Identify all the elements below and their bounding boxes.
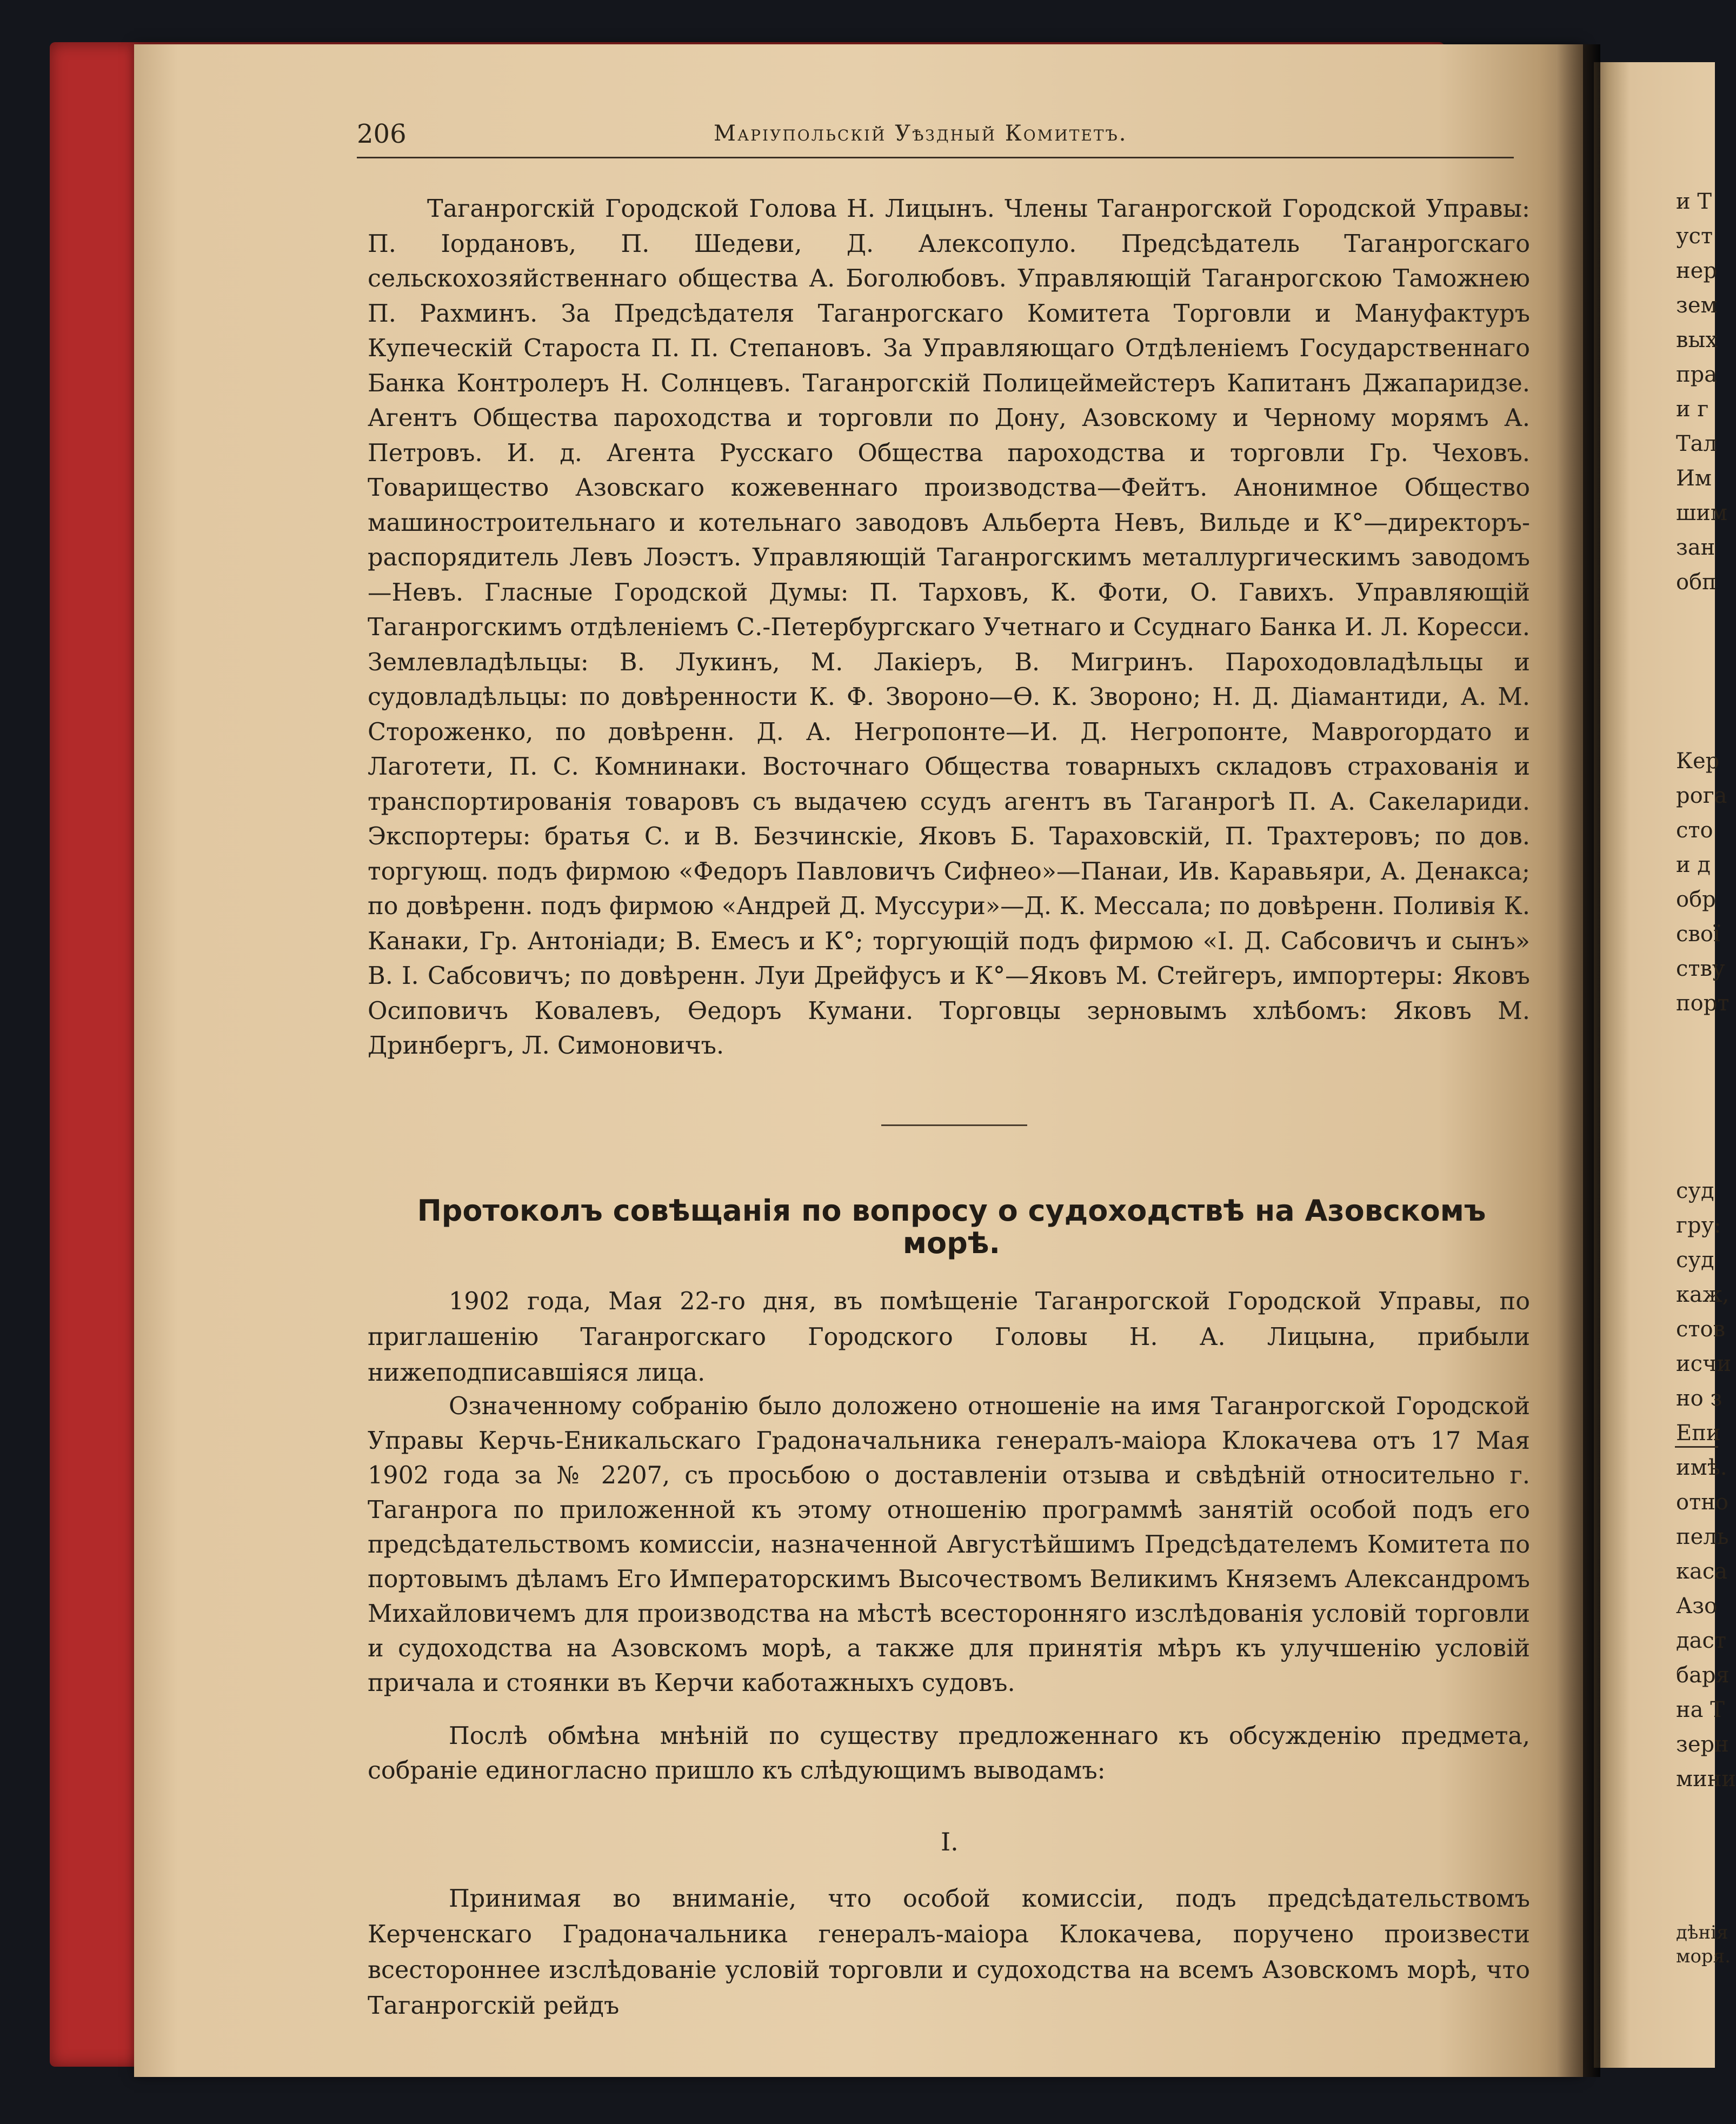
right-page-line-fragment: суд	[1676, 1178, 1714, 1203]
right-page-line-fragment: мини	[1676, 1767, 1736, 1792]
right-page-line-fragment: Тал	[1676, 431, 1717, 456]
right-page-line-fragment: Епи	[1676, 1421, 1721, 1446]
right-page-line-fragment: ству	[1676, 956, 1725, 981]
right-page-line-fragment: Им	[1676, 466, 1712, 491]
page-header	[357, 108, 1514, 158]
right-page-line-fragment: на Т	[1676, 1697, 1725, 1722]
right-page-line-fragment: даст	[1676, 1628, 1727, 1653]
right-page-line-fragment: исчи	[1676, 1351, 1732, 1376]
right-page-line-fragment: порт	[1676, 991, 1730, 1016]
right-page-rule	[1675, 1446, 1718, 1448]
paragraph-section-one: Принимая во вниманіе, что особой комиссіи, подъ предсѣдательствомъ Керченскаго Градоначальника генералъ-маіора Клокачева, поручено произвести всестороннее изслѣдованіе условій торговли и судоходства на всемъ Азовскомъ морѣ, что Таганрогскій рейдъ	[368, 1885, 1530, 2020]
right-page-line-fragment: стов	[1676, 1317, 1726, 1342]
page-number: 206	[357, 119, 407, 149]
right-page-line-fragment: Кер	[1676, 749, 1720, 774]
right-page-line-fragment: зем	[1676, 293, 1718, 318]
right-page-line-fragment: имѣ.	[1676, 1455, 1727, 1480]
right-page-line-fragment: пель	[1676, 1524, 1729, 1549]
section-number: I.	[941, 1827, 959, 1856]
paragraph-meeting-date: 1902 года, Мая 22-го дня, въ помѣщеніе Таганрогской Городской Управы, по приглашенію Таганрогскаго Городского Головы Н. А. Лицына, прибыли нижеподписавшіяся лица.	[368, 1288, 1530, 1387]
right-page-line-fragment: каса	[1676, 1559, 1728, 1584]
right-page-line-fragment: суд	[1676, 1248, 1714, 1273]
right-page-line-fragment: обп	[1676, 570, 1717, 595]
right-page-line-fragment: пра	[1676, 362, 1718, 387]
right-page-line-fragment: каж,	[1676, 1282, 1730, 1307]
protocol-title: Протоколъ совѣщанія по вопросу о судоходствѣ на Азовскомъ морѣ.	[417, 1194, 1486, 1260]
right-page-line-fragment: но з	[1676, 1386, 1722, 1411]
right-page-line-fragment: и д	[1676, 853, 1711, 877]
right-page-line-fragment: и Т	[1676, 189, 1712, 214]
right-page-line-fragment: моря.	[1676, 1946, 1731, 1967]
book-page-right-fragment	[1594, 62, 1736, 2068]
right-page-line-fragment: дѣнія	[1676, 1922, 1728, 1943]
right-page-line-fragment: сто	[1676, 818, 1713, 843]
right-page-line-fragment: свої	[1676, 922, 1720, 947]
right-page-line-fragment: отно	[1676, 1490, 1728, 1515]
paragraph-conclusion-intro: Послѣ обмѣна мнѣній по существу предложеннаго къ обсужденію предмета, собраніе единогласно пришло къ слѣдующимъ выводамъ:	[368, 1722, 1530, 1785]
right-page-line-fragment: уст	[1676, 224, 1713, 249]
right-page-line-fragment: и г	[1676, 397, 1709, 422]
right-page-line-fragment: гру:	[1676, 1213, 1721, 1238]
right-page-line-fragment: Азо	[1676, 1594, 1718, 1619]
section-divider	[881, 1124, 1027, 1126]
right-page-line-fragment: баря	[1676, 1663, 1730, 1688]
running-title: Маріупольскій Уѣздный Комитетъ.	[714, 121, 1128, 146]
right-page-line-fragment: рога	[1676, 783, 1727, 808]
right-page-line-fragment: шим	[1676, 501, 1727, 525]
right-page-line-fragment: обр	[1676, 887, 1716, 912]
right-page-line-fragment: зан	[1676, 535, 1715, 560]
right-page-line-fragment: зерн	[1676, 1732, 1729, 1757]
right-page-line-fragment: вых	[1676, 328, 1718, 352]
paragraph-report: Означенному собранію было доложено отношеніе на имя Таганрогской Городской Управы Керчь-Еникальскаго Градоначальника генералъ-маіора Клокачева отъ 17 Мая 1902 года за № 2207, съ просьбою о доставленіи отзыва и свѣдѣній относительно г. Таганрога по приложенной къ этому отношенію программѣ занятій особой подъ его предсѣдательствомъ комиссіи, назначенной Августѣйшимъ Предсѣдателемъ Комитета по портовымъ дѣламъ Его Императорскимъ Высочествомъ Великимъ Княземъ Александромъ Михайловичемъ для производства на мѣстѣ всесторонняго изслѣдованія условій торговли и судоходства на Азовскомъ морѣ, а также для принятія мѣръ къ улучшенію условій причала и стоянки въ Керчи каботажныхъ судовъ.	[368, 1393, 1530, 1697]
right-page-line-fragment: нер	[1676, 258, 1717, 283]
page-gutter-shadow	[1557, 44, 1600, 2077]
paragraph-attendees: Таганрогскій Городской Голова Н. Лицынъ. Члены Таганрогской Городской Управы: П. Іордановъ, П. Шедеви, Д. Алексопуло. Предсѣдатель Таганрогскаго сельскохозяйственнаго общества А. Боголюбовъ. Управляющій Таганрогскою Таможнею П. Рахминъ. За Предсѣдателя Таганрогскаго Комитета Торговли и Мануфактуръ Купеческій Староста П. П. Степановъ. За Управляющаго Отдѣленіемъ Государственнаго Банка Контролеръ Н. Солнцевъ. Таганрогскій Полицеймейстеръ Капитанъ Джапаридзе. Агентъ Общества пароходства и торговли по Дону, Азовскому и Черному морямъ А. Петровъ. И. д. Агента Русскаго Общества пароходства и торговли Гр. Чеховъ. Товарищество Азовскаго кожевеннаго производства—Фейтъ. Анонимное Общество машиностроительнаго и котельнаго заводовъ Альберта Невъ, Вильде и К°—директоръ-распорядитель Левъ Лоэстъ. Управляющій Таганрогскимъ металлургическимъ заводомъ—Невъ. Гласные Городской Думы: П. Тарховъ, К. Фоти, О. Гавихъ. Управляющій Таганрогскимъ отдѣленіемъ С.-Петербургскаго Учетнаго и Ссуднаго Банка И. Л. Коресси. Землевладѣльцы: В. Лукинъ, М. Лакіеръ, В. Мигринъ. Пароходовладѣльцы и судовладѣльцы: по довѣренности К. Ф. Звороно—Ѳ. К. Звороно; Н. Д. Діамантиди, А. М. Стороженко, по довѣренн. Д. А. Негропонте—И. Д. Негропонте, Мавроrордато и Лаготети, П. С. Комнинаки. Восточнаго Общества товарныхъ складовъ страхованія и транспортированія товаровъ съ выдачею ссудъ агентъ въ Таганрогѣ П. А. Сакелариди. Экспортеры: братья С. и В. Безчинскіе, Яковъ Б. Тараховскій, П. Трахтеровъ; по дов. торгующ. подъ фирмою «Федоръ Павловичъ Сифнео»—Панаи, Ив. Каравьяри, А. Денакса; по довѣренн. подъ фирмою «Андрей Д. Муссури»—Д. К. Мессала; по довѣренн. Поливія К. Канаки, Гр. Антоніади; В. Емесъ и К°; торгующій подъ фирмою «І. Д. Сабсовичъ и сынъ» В. І. Сабсовичъ; по довѣренн. Луи Дрейфусъ и К°—Яковъ М. Стейгеръ, импортеры: Яковъ Осиповичъ Ковалевъ, Ѳедоръ Кумани. Торговцы зерновымъ хлѣбомъ: Яковъ М. Дринбергъ, Л. Симоновичъ.	[368, 195, 1530, 1060]
